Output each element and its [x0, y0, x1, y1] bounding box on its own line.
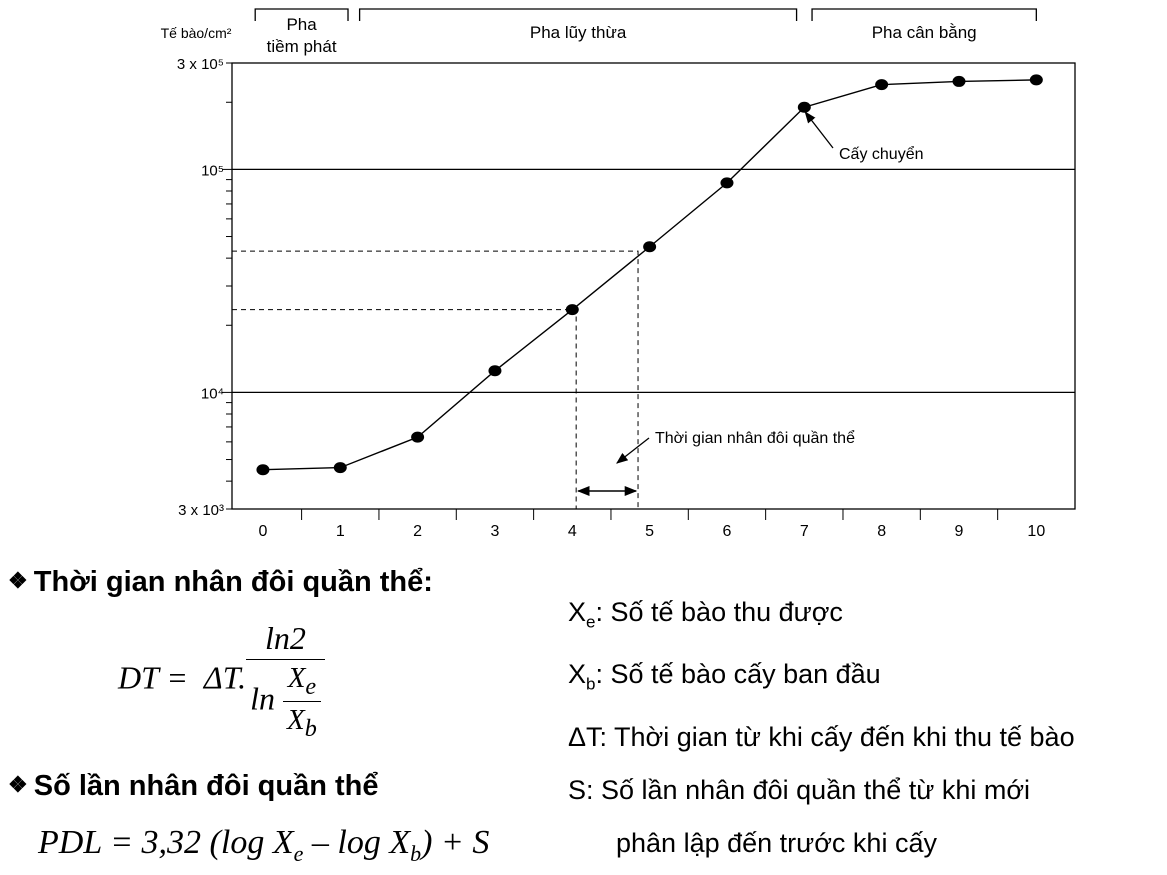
data-point	[720, 177, 733, 188]
phase-label: Pha lũy thừa	[529, 23, 627, 42]
dt-xb-symbol: X	[287, 703, 305, 736]
legend-s: S: Số lần nhân đôi quần thể từ khi mới	[568, 774, 1031, 805]
guide-lower	[232, 310, 576, 509]
x-tick-label: 8	[877, 523, 887, 540]
legend-xb-symbol: X	[568, 659, 587, 690]
dt-formula-denominator	[246, 659, 325, 743]
doubling-time-arrow	[617, 438, 649, 463]
dt-xe-symbol: X	[287, 662, 306, 694]
phase-brackets	[255, 9, 1036, 56]
x-tick-label: 6	[722, 523, 732, 540]
legend-xb	[568, 648, 1075, 710]
data-point	[256, 464, 269, 475]
data-point	[566, 304, 579, 315]
dt-formula-den-ln: ln	[250, 680, 276, 717]
phase-label: Pha	[286, 15, 317, 34]
series-line	[263, 80, 1036, 470]
pdl-formula-sub-e: e	[293, 840, 304, 866]
dt-formula-xb	[283, 701, 321, 743]
doubling-time-label: Thời gian nhân đôi quần thể	[655, 430, 855, 447]
subculture-arrow	[805, 112, 833, 148]
phase-bracket	[812, 9, 1036, 21]
dt-formula-numerator: ln2	[265, 620, 306, 656]
x-tick-label: 1	[335, 523, 345, 540]
dt-xb-subscript: b	[304, 714, 317, 742]
dt-formula-xe	[284, 662, 320, 701]
doubling-guide-lines	[232, 251, 638, 509]
data-point	[488, 365, 501, 376]
dt-xe-subscript: e	[305, 672, 317, 700]
data-series	[256, 74, 1042, 475]
x-tick-label: 7	[799, 523, 809, 540]
data-point	[643, 241, 656, 252]
data-point	[798, 102, 811, 113]
pdl-formula-part-a: PDL = 3,32 (log X	[38, 824, 294, 861]
pdl-heading-text: Số lần nhân đôi quần thể	[33, 770, 379, 802]
legend-s-continued: phân lập đến trước khi cấy	[616, 827, 937, 858]
x-tick-label: 2	[413, 523, 423, 540]
phase-label: tiềm phát	[266, 37, 337, 56]
x-tick-label: 10	[1027, 523, 1046, 540]
grid-lines	[232, 169, 1075, 392]
pdl-heading	[8, 770, 379, 803]
dt-formula-fraction	[246, 620, 325, 743]
doubling-time-heading-text: Thời gian nhân đôi quần thể:	[33, 566, 433, 598]
x-tick-label: 3	[490, 523, 500, 540]
x-tick-label: 9	[954, 523, 964, 540]
plot-frame	[232, 63, 1075, 509]
y-tick-label: 3 x 10³	[178, 502, 224, 519]
dt-formula-inner-fraction	[283, 662, 321, 743]
doubling-time-heading	[8, 566, 433, 599]
legend-delta-t: ΔT: Thời gian từ khi cấy đến khi thu tế bào	[568, 721, 1075, 752]
pdl-formula-part-c: ) + S	[421, 824, 490, 861]
diamond-bullet-icon: ❖	[8, 772, 28, 797]
data-point	[875, 79, 888, 90]
data-point	[334, 462, 347, 473]
legend-xe-text: : Số tế bào thu được	[595, 597, 843, 627]
y-tick-label: 3 x 10⁵	[176, 56, 224, 73]
y-tick-label: 10⁵	[201, 162, 224, 180]
legend-xb-subscript: b	[586, 674, 596, 694]
variable-legend	[568, 586, 1075, 870]
phase-label: Pha cân bằng	[871, 23, 977, 42]
x-tick-label: 0	[258, 523, 268, 540]
data-point	[952, 76, 965, 87]
pdl-formula-sub-b: b	[410, 840, 422, 866]
diamond-bullet-icon: ❖	[8, 568, 28, 593]
dt-formula-delta: ΔT.	[203, 659, 247, 696]
data-point	[1030, 74, 1043, 85]
pdl-formula-part-b: – log X	[303, 824, 411, 861]
doubling-time-formula	[118, 620, 325, 743]
x-tick-label: 4	[567, 523, 577, 540]
subculture-label: Cấy chuyển	[839, 146, 924, 163]
y-axis-title: Tế bào/cm²	[160, 25, 232, 41]
data-point	[411, 432, 424, 443]
legend-xe-subscript: e	[586, 612, 596, 632]
x-tick-label: 5	[645, 523, 655, 540]
phase-bracket	[360, 9, 797, 21]
legend-xe	[568, 586, 1075, 648]
y-tick-label: 10⁴	[200, 385, 224, 403]
dt-formula-lhs: DT =	[118, 659, 188, 696]
guide-upper	[232, 251, 638, 509]
legend-xe-symbol: X	[568, 597, 587, 627]
legend-xb-text: : Số tế bào cấy ban đầu	[595, 659, 881, 690]
pdl-formula	[38, 824, 489, 867]
